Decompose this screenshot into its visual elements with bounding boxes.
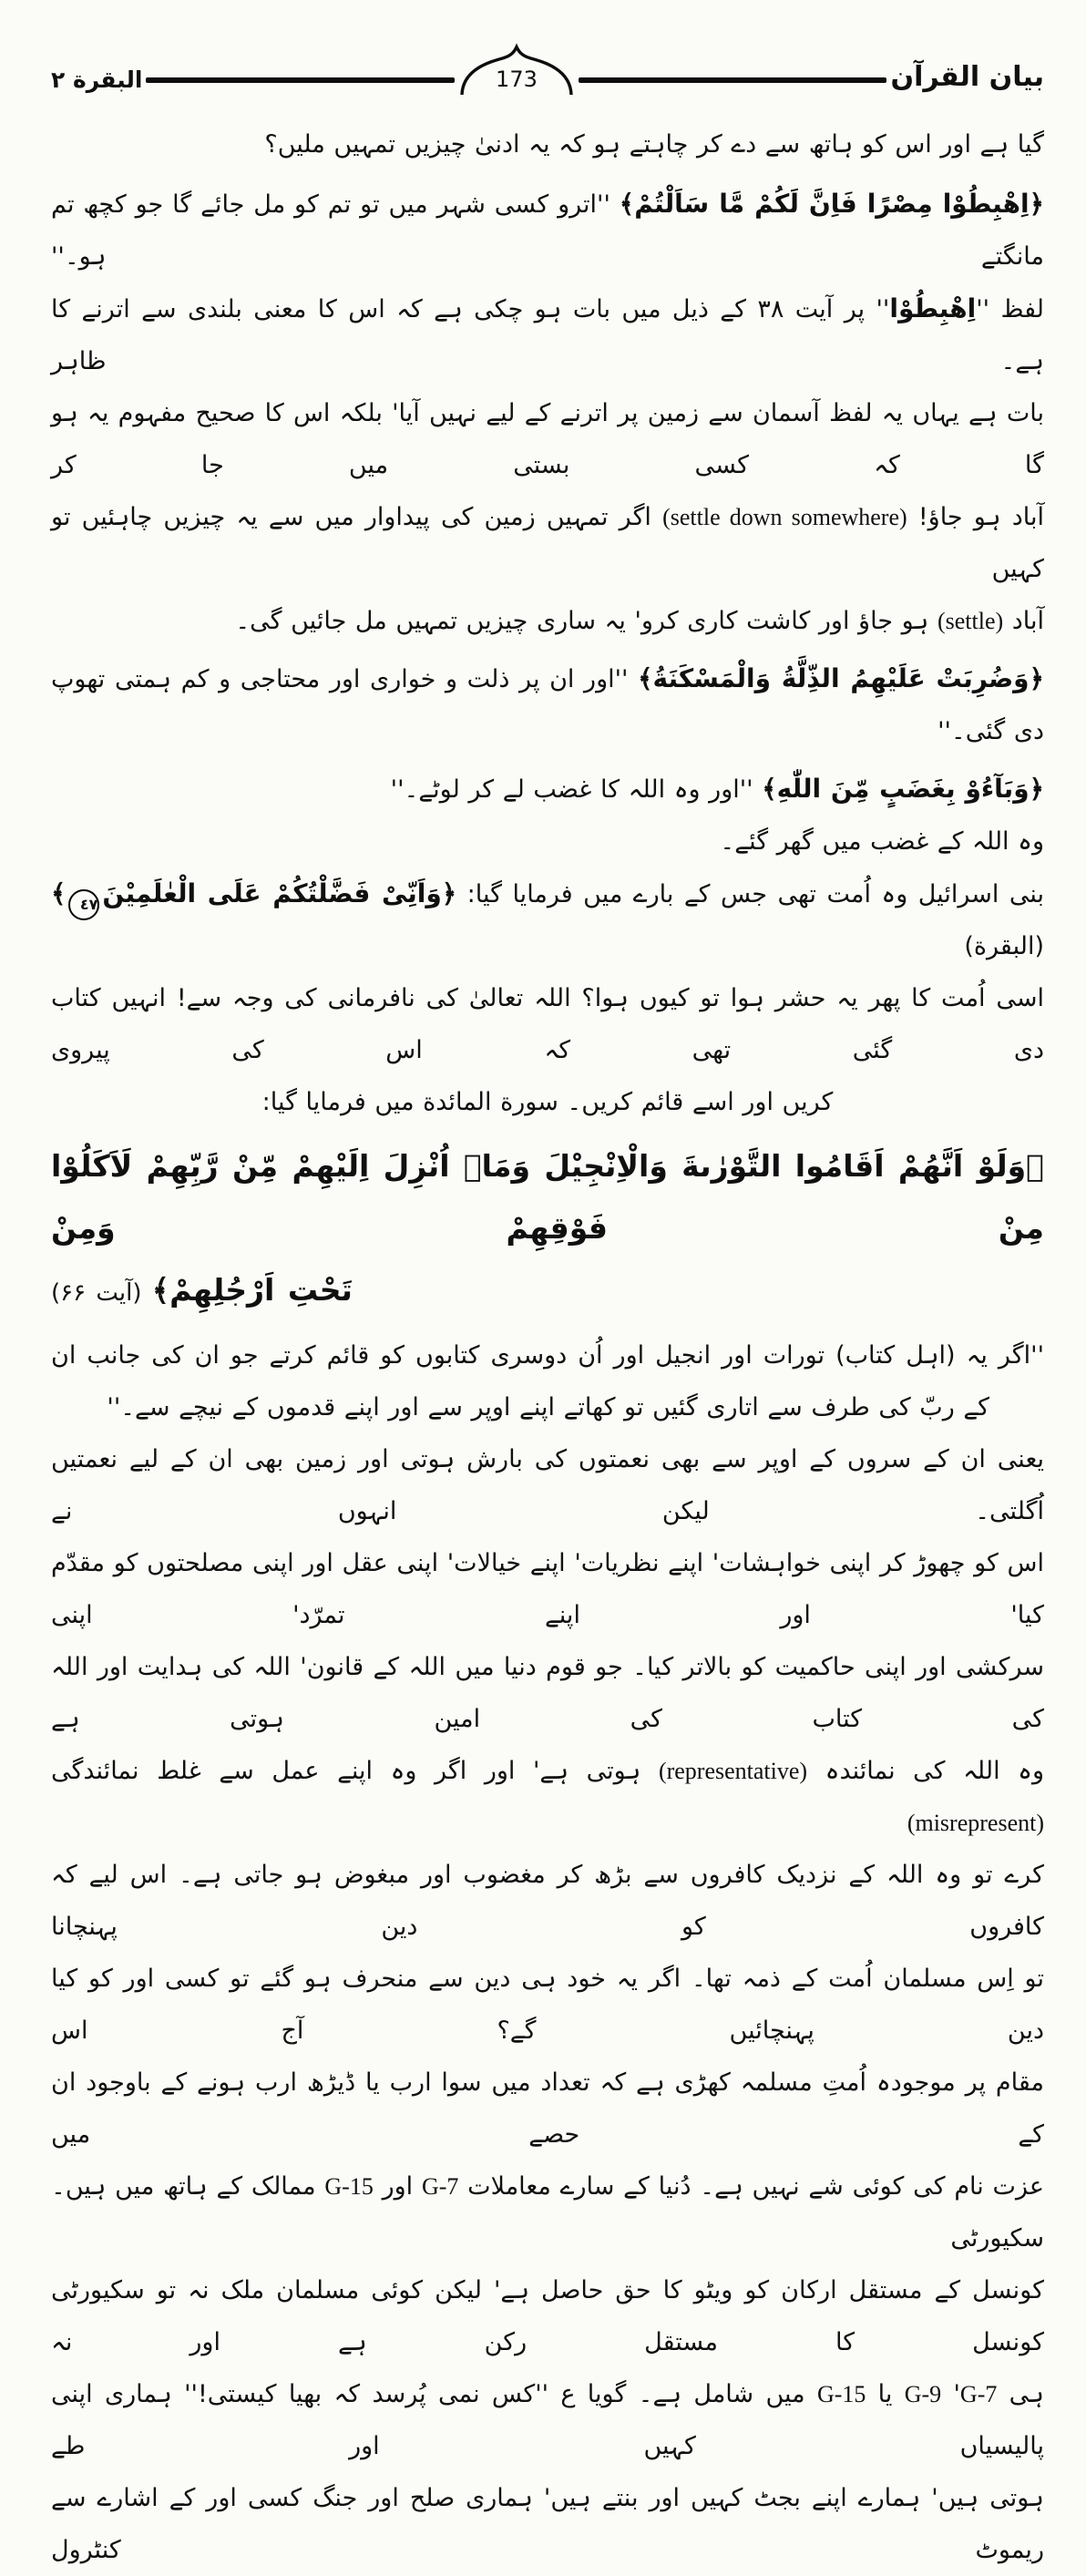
verse-line [51,652,1044,705]
english-term: (settle down somewhere) [662,504,907,530]
header-rule [146,77,455,83]
english-term: G-15 [324,2173,374,2200]
page-header [51,38,1044,97]
urdu-text: آباد ہو جاؤ! [907,503,1044,531]
text-line [51,1745,1044,1849]
english-term: G-15 [816,2381,866,2407]
text-line: کے ربّ کی طرف سے اتاری گئیں تو کھاتے اپنے اوپر سے اور اپنے قدموں کے نیچے سے۔'' [107,1393,989,1421]
text-line: کریں اور اسے قائم کریں۔ سورة المائدة میں فرمایا گیا: [261,1088,834,1116]
text-line: سرکشی اور اپنی حاکمیت کو بالاتر کیا۔ جو قوم دنیا میں اللہ کے قانون' اللہ کی ہدایت اور اللہ کی کتاب کی امین ہوتی ہے [51,1653,1044,1733]
urdu-translation: ''اور ان پر ذلت و خواری اور محتاجی و کم ہمتی تھوپ [51,665,639,693]
urdu-text: ' [941,2380,960,2408]
urdu-text: میں شامل ہے۔ گویا ع ''کس نمی پُرسد کہ بھیا کیستی!'' ہماری اپنی پالیسیاں کہیں اور طے [51,2380,1044,2460]
urdu-text: اگر تمہیں زمین کی پیداوار میں سے یہ چیزیں چاہئیں تو کہیں [51,503,1044,583]
urdu-text: عزت نام کی کوئی شے نہیں ہے۔ دُنیا کے سارے معاملات [458,2172,1044,2201]
urdu-text: یا [866,2380,905,2408]
arabic-word: اِهْبِطُوْا [889,293,977,323]
urdu-text: '' پر آیت ۳۸ کے ذیل میں بات ہو چکی ہے کہ اس کا معنی بلندی سے اترنے کا ہے۔ ظاہر [51,295,1044,375]
text-line: کرے تو وہ اللہ کے نزدیک کافروں سے بڑھ کر مغضوب اور مبغوض ہو جاتی ہے۔ اس لیے کہ کافروں کو دین پہنچانا [51,1861,1044,1941]
urdu-text: ہو جاؤ اور کاشت کاری کرو' یہ ساری چیزیں تمہیں مل جائیں گی۔ [235,607,937,635]
urdu-text: ہوتی ہے' اور اگر وہ اپنے عمل سے غلط نمائندگی [51,1757,659,1785]
text-line [51,491,1044,595]
arabic-verse: تَحْتِ اَرْجُلِهِمْ﴾ [151,1272,353,1308]
english-term: G-9 [904,2381,942,2407]
text-line: ہوتی ہیں' ہمارے اپنے بجٹ کہیں اور بنتے ہیں' ہماری صلح اور جنگ کسی اور کے اشارے سے ریموٹ کنٹرول [51,2484,1044,2564]
urdu-text: اور [373,2172,422,2201]
urdu-text: لفظ '' [976,295,1044,323]
text-line [51,867,1044,972]
english-term: G-7 [421,2173,459,2200]
text-line: اسی اُمت کا پھر یہ حشر ہوا تو کیوں ہوا؟ اللہ تعالیٰ کی نافرمانی کی وجہ سے! انہیں کتاب دی گئی تھی کہ اس کی پیروی [51,984,1044,1064]
english-term: (misrepresent) [907,1810,1044,1836]
verse-line [51,178,1044,282]
arabic-verse: ﴿وَاَنِّیْ فَضَّلْتُكُمْ عَلَی الْعٰلَمِیْنَ [102,878,457,908]
english-term: G-7 [959,2381,998,2407]
text-line: تو اِس مسلمان اُمت کے ذمہ تھا۔ اگر یہ خود ہی دین سے منحرف ہو گئے تو کسی اور کو کیا دین پہنچائیں گے؟ آج اس [51,1965,1044,2045]
urdu-translation: ''اترو کسی شہر میں تو تم کو مل جائے گا جو کچھ تم مانگتے ہو۔'' [51,190,1044,271]
surah-label: البقرة ٢ [50,67,143,93]
english-term: (representative) [658,1758,808,1784]
ayah-citation: (آیت ۶۶) [51,1279,152,1307]
ayah-number-circle: ٤٧ [68,889,99,920]
page-number-dome [458,46,575,95]
text-line: بات ہے یہاں یہ لفظ آسمان سے زمین پر اترنے کے لیے نہیں آیا' بلکہ اس کا صحیح مفہوم یہ ہو گا کہ کسی بستی میں جا کر [51,399,1044,479]
surah-citation: (البقرة) [964,932,1044,960]
page-content [51,118,1044,2576]
urdu-text: وہ اللہ کی نمائندہ [807,1757,1044,1785]
text-line [51,2368,1044,2472]
urdu-translation: ''اور وہ اللہ کا غضب لے کر لوٹے۔'' [390,775,763,804]
text-line: ''اگر یہ (اہل کتاب) تورات اور انجیل اور اُن دوسری کتابوں کو قائم کرتے جو ان کی جانب ان [51,1341,1044,1370]
text-line: یعنی ان کے سروں کے اوپر سے بھی نعمتوں کی بارش ہوتی اور زمین بھی ان کے لیے نعمتیں اُگلتی۔ لیکن انہوں نے [51,1445,1044,1525]
text-line: مقام پر موجودہ اُمتِ مسلمہ کھڑی ہے کہ تعداد میں سوا ارب یا ڈیڑھ ارب ہونے کے باوجود ان کے حصے میں [51,2068,1044,2149]
text-line: دی گئی۔'' [937,717,1044,745]
arabic-verse: ﴿وَضُرِبَتْ عَلَیْهِمُ الذِّلَّةُ وَالْمَسْكَنَةُ﴾ [638,663,1044,693]
arabic-verse: ﴿وَبَآءُوْ بِغَضَبٍ مِّنَ اللّٰهِ﴾ [762,774,1044,804]
text-line: کونسل کے مستقل ارکان کو ویٹو کا حق حاصل ہے' لیکن کوئی مسلمان ملک نہ تو سکیورٹی کونسل کا مستقل رکن ہے اور نہ [51,2276,1044,2356]
urdu-text: ممالک کے ہاتھ میں ہیں۔ سکیورٹی [51,2172,1044,2253]
quran-verse-line [51,1259,1044,1324]
text-line [51,595,1044,647]
text-line [51,2160,1044,2264]
page-number: 173 [496,67,538,92]
text-line: وہ اللہ کے غضب میں گھر گئے۔ [720,827,1044,856]
header-rule [579,77,887,83]
arabic-verse: ﴾ [51,878,67,908]
arabic-verse: ﴿اِهْبِطُوْا مِصْرًا فَاِنَّ لَكُمْ مَّا سَاَلْتُمْ﴾ [619,189,1044,219]
book-title: بیان القرآن [890,61,1044,93]
english-term: (settle) [937,608,1004,634]
verse-line [51,763,1044,816]
text-line: گیا ہے اور اس کو ہاتھ سے دے کر چاہتے ہو کہ یہ ادنیٰ چیزیں تمہیں ملیں؟ [264,130,1044,159]
quran-verse-line: ﴿وَلَوْ اَنَّهُمْ اَقَامُوا التَّوْرٰىةَ وَالْاِنْجِیْلَ وَمَاۤ اُنْزِلَ اِلَیْهِمْ مِّنْ رَّبِّهِمْ لَاَكَلُوْا مِنْ فَوْقِهِمْ وَمِنْ [51,1148,1044,1246]
urdu-text: ہی [997,2380,1044,2408]
text-line [51,282,1044,387]
urdu-text: بنی اسرائیل وہ اُمت تھی جس کے بارے میں فرمایا گیا: [456,880,1044,908]
urdu-text: آباد [1003,607,1044,635]
text-line: اس کو چھوڑ کر اپنی خواہشات' اپنے نظریات' اپنے خیالات' اپنی عقل اور اپنی مصلحتوں کو مقدّم کیا' اور اپنے تمرّد' اپنی [51,1549,1044,1629]
